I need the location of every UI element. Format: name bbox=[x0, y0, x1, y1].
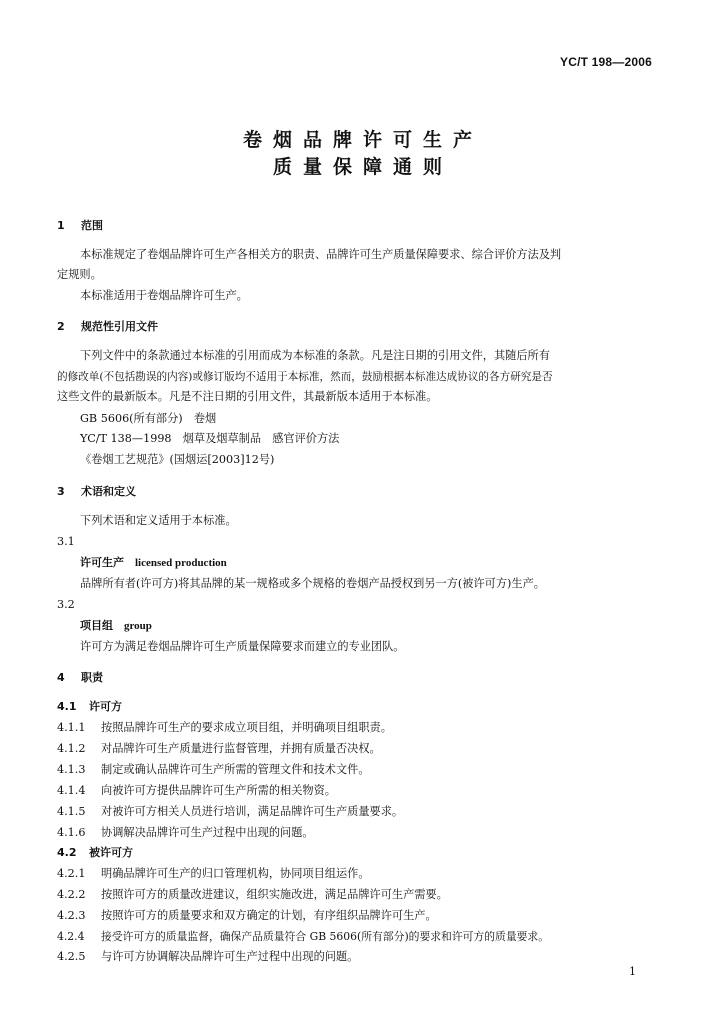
paragraph: 下列术语和定义适用于本标准。 bbox=[80, 514, 237, 527]
clause-item: 4.2.5 与许可方协调解决品牌许可生产过程中出现的问题。 bbox=[57, 950, 359, 963]
clause-item: 4.1.5 对被许可方相关人员进行培训，满足品牌许可生产质量要求。 bbox=[57, 805, 404, 818]
paragraph: 本标准适用于卷烟品牌许可生产。 bbox=[80, 289, 248, 302]
clause-item: 4.1.4 向被许可方提供品牌许可生产所需的相关物资。 bbox=[57, 784, 336, 797]
page-number: 1 bbox=[629, 965, 636, 978]
term-number: 3.2 bbox=[57, 598, 75, 611]
document-title-line1: 卷烟品牌许可生产 bbox=[242, 129, 483, 151]
reference-item: 《卷烟工艺规范》(国烟运[2003]12号) bbox=[80, 453, 275, 466]
clause-item: 4.2.2 按照许可方的质量改进建议，组织实施改进，满足品牌许可生产需要。 bbox=[57, 888, 448, 901]
document-code: YC/T 198—2006 bbox=[560, 55, 652, 69]
paragraph: 的修改单(不包括勘误的内容)或修订版均不适用于本标准，然而，鼓励根据本标准达成协议的各方研究是否 bbox=[57, 371, 553, 383]
term-definition: 许可方为满足卷烟品牌许可生产质量保障要求而建立的专业团队。 bbox=[80, 640, 405, 653]
section-heading: 3 术语和定义 bbox=[57, 485, 136, 498]
section-heading: 4 职责 bbox=[57, 671, 103, 684]
clause-item: 4.1.2 对品牌许可生产质量进行监督管理，并拥有质量否决权。 bbox=[57, 742, 381, 755]
term-definition: 品牌所有者(许可方)将其品牌的某一规格或多个规格的卷烟产品授权到另一方(被许可方)生产。 bbox=[80, 577, 545, 590]
clause-item: 4.2.4 接受许可方的质量监督，确保产品质量符合 GB 5606(所有部分)的要求和许可方的质量要求。 bbox=[57, 930, 550, 943]
subsection-heading: 4.2 被许可方 bbox=[57, 846, 133, 859]
term-heading: 项目组 group bbox=[80, 619, 152, 632]
paragraph: 定规则。 bbox=[57, 268, 102, 281]
paragraph: 这些文件的最新版本。凡是不注日期的引用文件，其最新版本适用于本标准。 bbox=[57, 390, 438, 403]
subsection-heading: 4.1 许可方 bbox=[57, 700, 122, 713]
clause-item: 4.2.3 按照许可方的质量要求和双方确定的计划，有序组织品牌许可生产。 bbox=[57, 909, 437, 922]
section-heading: 2 规范性引用文件 bbox=[57, 320, 158, 333]
clause-item: 4.2.1 明确品牌许可生产的归口管理机构，协同项目组运作。 bbox=[57, 867, 370, 880]
reference-item: YC/T 138—1998 烟草及烟草制品 感官评价方法 bbox=[80, 432, 340, 445]
paragraph: 本标准规定了卷烟品牌许可生产各相关方的职责、品牌许可生产质量保障要求、综合评价方法及判 bbox=[80, 248, 562, 261]
document-title-line2: 质量保障通则 bbox=[272, 156, 453, 178]
clause-item: 4.1.1 按照品牌许可生产的要求成立项目组，并明确项目组职责。 bbox=[57, 721, 392, 734]
section-heading: 1 范围 bbox=[57, 219, 103, 232]
term-heading: 许可生产 licensed production bbox=[80, 556, 227, 569]
paragraph: 下列文件中的条款通过本标准的引用而成为本标准的条款。凡是注日期的引用文件，其随后所有 bbox=[80, 349, 550, 362]
clause-item: 4.1.6 协调解决品牌许可生产过程中出现的问题。 bbox=[57, 826, 314, 839]
reference-item: GB 5606(所有部分) 卷烟 bbox=[80, 412, 217, 425]
clause-item: 4.1.3 制定或确认品牌许可生产所需的管理文件和技术文件。 bbox=[57, 763, 370, 776]
term-number: 3.1 bbox=[57, 535, 75, 548]
